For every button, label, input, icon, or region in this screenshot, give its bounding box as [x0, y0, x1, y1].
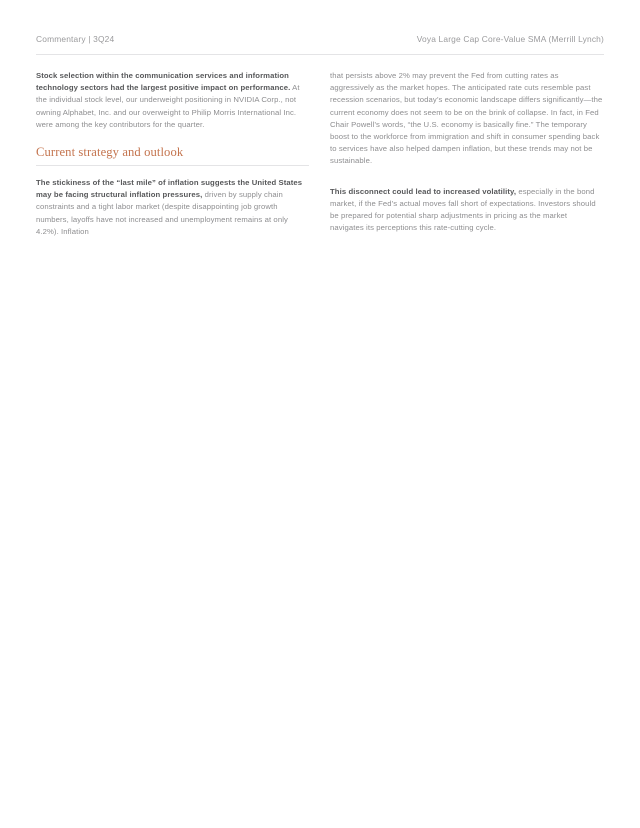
paragraph-body-text: that persists above 2% may prevent the Fed from cutting rates as aggressively as the market hopes. The anticipated rate cuts resemble past recession scenarios, but today’s economic landscape differs significantly—the current economy does not seem to be on the brink of collapse. In fact, in Fed Chair Powell’s words, “the U.S. economy is basically fine.” The temporary boost to the workforce from immigration and shift in consumer spending back to services have also helped dampen inflation, but these trends may not be sustainable. — [330, 71, 603, 166]
section-heading-current-strategy: Current strategy and outlook — [36, 145, 184, 160]
two-column-body — [36, 70, 604, 238]
paragraph-fed-rate-outlook — [330, 70, 603, 168]
paragraph-body-text: especially in the bond market, if the Fed’s actual moves fall short of expectations. Investors should be prepared for potential sharp adjustments in pricing as the market navigates its perceptions this rate-cutting cycle. — [330, 186, 596, 233]
paragraph-body-text: At the individual stock level, our underweight positioning in NVIDIA Corp., not owning Alphabet, Inc. and our overweight to Philip Morris International Inc. were among the key contributors for the quarter. — [36, 83, 300, 129]
paragraph-lead-in: This disconnect could lead to increased volatility, — [330, 186, 517, 196]
paragraph-lead-in: Stock selection within the communication services and information technology sectors had the largest positive impact on performance. — [36, 71, 291, 93]
header-commentary-label: Commentary | 3Q24 — [36, 34, 115, 44]
paragraph-stock-selection — [36, 70, 309, 131]
header-divider — [36, 54, 604, 55]
paragraph-lead-in: The stickiness of the “last mile” of inflation suggests the United States may be facing structural inflation pressures, — [36, 178, 303, 200]
section-heading-divider — [36, 165, 309, 166]
paragraph-body-text: driven by supply chain constraints and a tight labor market (despite disappointing job growth numbers, layoffs have not increased and unemployment remains at only 4.2%). Inflation — [36, 190, 288, 236]
header-product-label: Voya Large Cap Core-Value SMA (Merrill Lynch) — [416, 34, 604, 44]
page-running-header — [36, 34, 604, 44]
paragraph-volatility-disconnect — [330, 186, 603, 235]
left-column — [36, 70, 309, 238]
paragraph-inflation-stickiness — [36, 177, 309, 238]
right-column — [330, 70, 603, 238]
